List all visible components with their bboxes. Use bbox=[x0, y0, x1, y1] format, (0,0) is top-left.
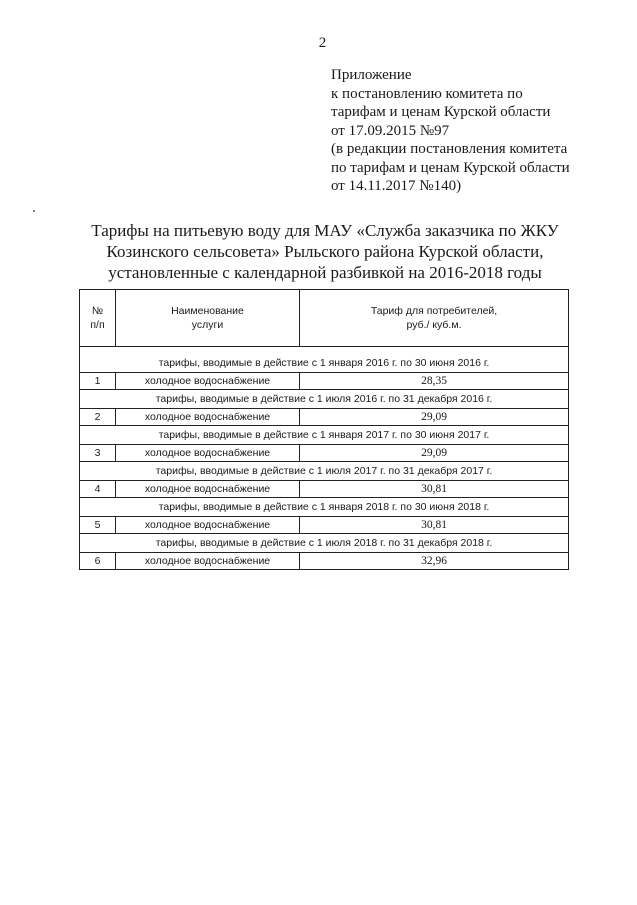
spacer-row bbox=[80, 347, 569, 355]
title-line: установленные с календарной разбивкой на 2016-2018 годы bbox=[108, 263, 542, 282]
row-num: 1 bbox=[80, 373, 116, 390]
row-num: 2 bbox=[80, 409, 116, 426]
appendix-line: от 17.09.2015 №97 bbox=[331, 122, 450, 139]
row-num: 4 bbox=[80, 481, 116, 498]
table-row bbox=[80, 373, 569, 390]
appendix-line: от 14.11.2017 №140) bbox=[331, 178, 462, 194]
period-label: тарифы, вводимые в действие с 1 января 2017 г. по 30 июня 2017 г. bbox=[80, 426, 569, 445]
scan-speck bbox=[33, 210, 35, 212]
title-line: Тарифы на питьевую воду для МАУ «Служба заказчика по ЖКУ bbox=[91, 221, 559, 240]
period-row bbox=[80, 390, 569, 409]
row-service: холодное водоснабжение bbox=[116, 481, 300, 498]
appendix-line: к постановлению комитета по bbox=[331, 85, 523, 102]
header-tariff-line: руб./ куб.м. bbox=[406, 319, 462, 331]
tariff-table bbox=[79, 289, 569, 570]
period-label: тарифы, вводимые в действие с 1 января 2016 г. по 30 июня 2016 г. bbox=[80, 354, 569, 373]
header-num-line: № bbox=[91, 305, 104, 317]
row-num: 5 bbox=[80, 517, 116, 534]
table-row bbox=[80, 553, 569, 570]
header-num bbox=[80, 290, 116, 347]
period-row bbox=[80, 462, 569, 481]
appendix-line: по тарифам и ценам Курской области bbox=[331, 159, 570, 176]
period-row bbox=[80, 498, 569, 517]
period-label: тарифы, вводимые в действие с 1 июля 2018 г. по 31 декабря 2018 г. bbox=[80, 534, 569, 553]
row-service: холодное водоснабжение bbox=[116, 445, 300, 462]
row-price: 32,96 bbox=[300, 553, 569, 570]
period-row bbox=[80, 534, 569, 553]
page-number: 2 bbox=[318, 35, 327, 51]
period-row bbox=[80, 426, 569, 445]
row-service: холодное водоснабжение bbox=[116, 373, 300, 390]
appendix-block bbox=[331, 66, 631, 196]
title-line: Козинского сельсовета» Рыльского района Курской области, bbox=[106, 242, 544, 261]
spacer-cell bbox=[80, 347, 569, 355]
table-header-row bbox=[80, 290, 569, 347]
header-service-line: услуги bbox=[191, 319, 224, 331]
appendix-line: тарифам и ценам Курской области bbox=[331, 104, 551, 120]
table-row bbox=[80, 445, 569, 462]
row-service: холодное водоснабжение bbox=[116, 517, 300, 534]
header-service-line: Наименование bbox=[171, 305, 244, 317]
row-price: 29,09 bbox=[300, 445, 569, 462]
table-row bbox=[80, 409, 569, 426]
header-num-line: п/п bbox=[90, 319, 105, 331]
row-num: 6 bbox=[80, 553, 116, 570]
table-row bbox=[80, 517, 569, 534]
row-price: 28,35 bbox=[300, 373, 569, 390]
document-title bbox=[70, 220, 580, 283]
header-tariff bbox=[300, 290, 569, 347]
period-row bbox=[80, 354, 569, 373]
row-service: холодное водоснабжение bbox=[116, 553, 300, 570]
row-price: 30,81 bbox=[300, 517, 569, 534]
row-num: 3 bbox=[80, 445, 116, 462]
appendix-line: Приложение bbox=[331, 67, 412, 83]
row-price: 30,81 bbox=[300, 481, 569, 498]
header-service bbox=[116, 290, 300, 347]
appendix-line: (в редакции постановления комитета bbox=[331, 141, 568, 157]
row-service: холодное водоснабжение bbox=[116, 409, 300, 426]
period-label: тарифы, вводимые в действие с 1 июля 2017 г. по 31 декабря 2017 г. bbox=[80, 462, 569, 481]
header-tariff-line: Тариф для потребителей, bbox=[370, 305, 498, 317]
table-row bbox=[80, 481, 569, 498]
period-label: тарифы, вводимые в действие с 1 июля 2016 г. по 31 декабря 2016 г. bbox=[80, 390, 569, 409]
row-price: 29,09 bbox=[300, 409, 569, 426]
period-label: тарифы, вводимые в действие с 1 января 2018 г. по 30 июня 2018 г. bbox=[80, 498, 569, 517]
